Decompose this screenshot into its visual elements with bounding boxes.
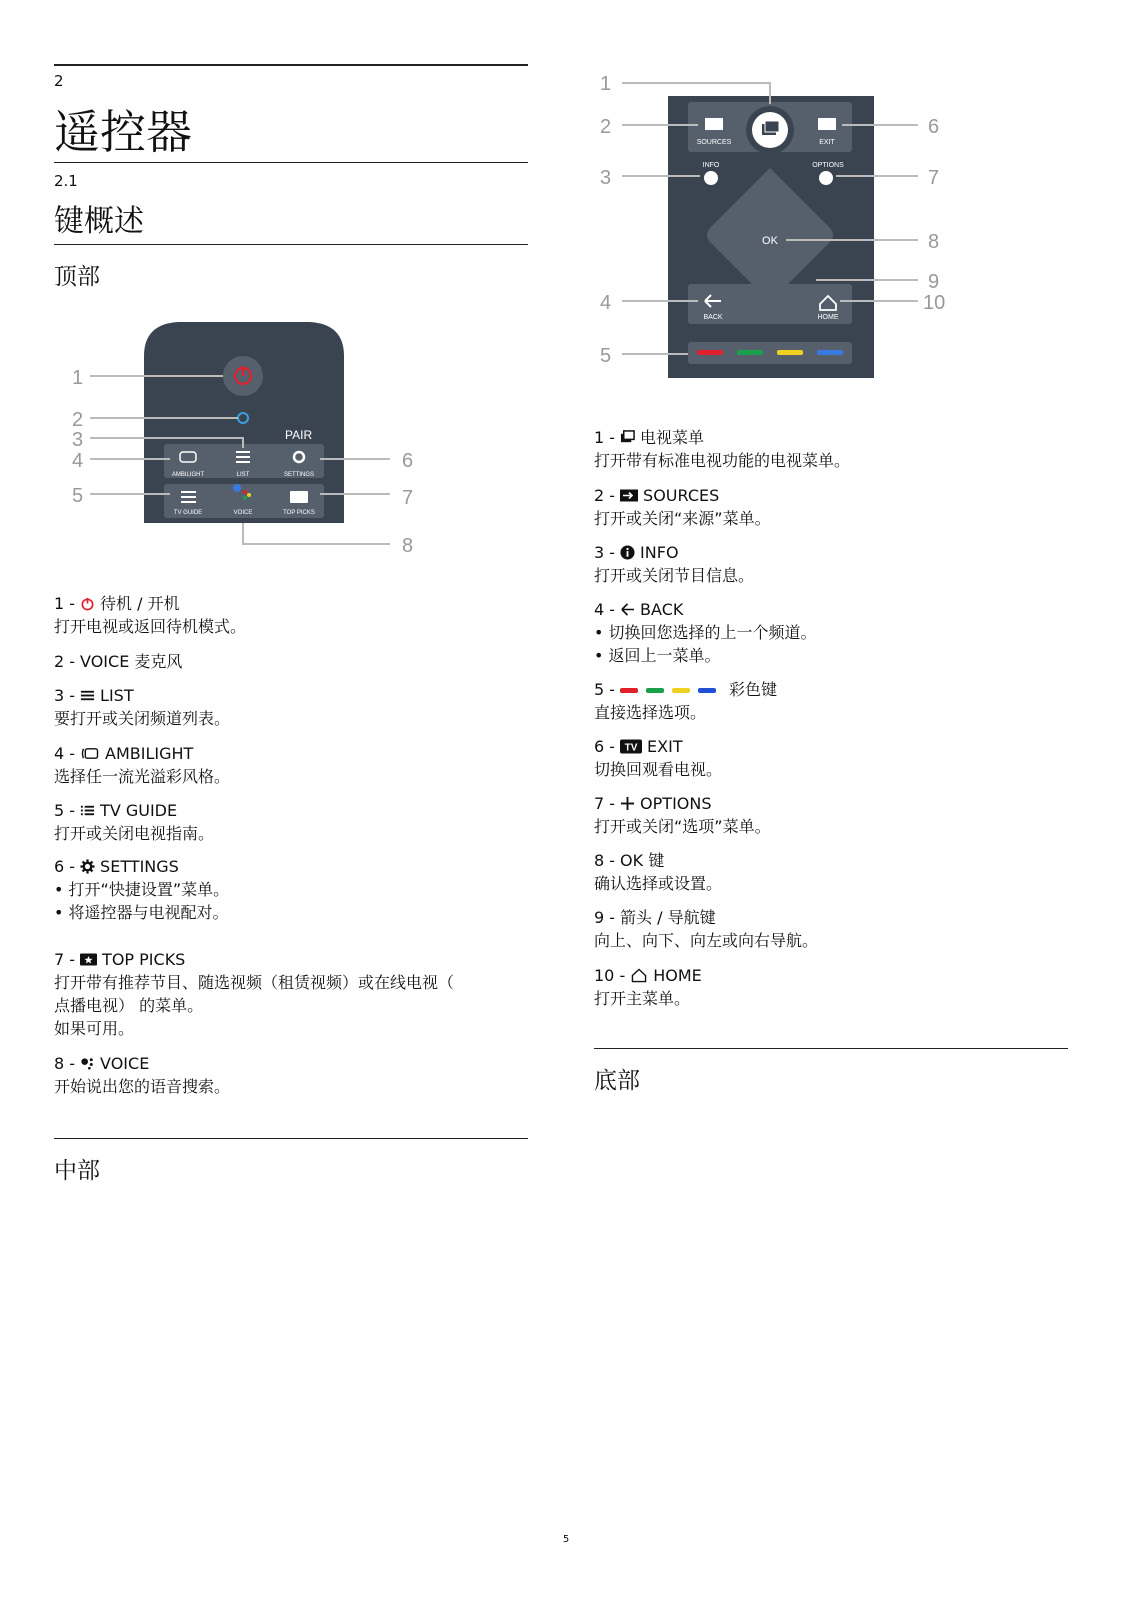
list-icon: [80, 688, 95, 703]
tv-menu-icon: [620, 430, 635, 445]
svg-text:INFO: INFO: [702, 162, 720, 169]
chapter-title: 遥控器: [54, 105, 192, 159]
sources-icon: [620, 488, 638, 503]
exit-tv-icon: [620, 739, 642, 754]
section-title: 键概述: [54, 204, 144, 239]
svg-text:HOME: HOME: [817, 314, 839, 321]
right-item-10: 10 - HOME 打开主菜单。: [594, 966, 702, 1008]
svg-text:7: 7: [928, 167, 940, 189]
tv-guide-icon: [80, 803, 95, 818]
svg-text:4: 4: [600, 292, 612, 314]
pair-label: PAIR: [285, 428, 313, 442]
middle-remote-illustration: [590, 66, 970, 386]
options-button-icon: [819, 171, 833, 185]
right-item-8: 8 - OK 键 确认选择或设置。: [594, 851, 723, 893]
subsection-rule-middle: [54, 1138, 528, 1139]
info-button-icon: [704, 171, 718, 185]
svg-text:3: 3: [72, 429, 84, 451]
color-keys-icons: [620, 678, 724, 701]
svg-text:5: 5: [72, 485, 84, 507]
left-item-3: 3 - LIST 要打开或关闭频道列表。: [54, 686, 231, 728]
right-item-2: 2 - SOURCES 打开或关闭“来源”菜单。: [594, 486, 771, 528]
ambilight-icon: [80, 746, 100, 761]
subhead-top: 顶部: [54, 264, 100, 290]
subsection-rule-bottom: [594, 1048, 1068, 1049]
exit-button-icon: [818, 118, 836, 130]
chapter-number: 2: [54, 72, 64, 90]
info-icon: [620, 545, 635, 560]
svg-text:2: 2: [600, 116, 612, 138]
section-number: 2.1: [54, 172, 78, 190]
page-number: 5: [562, 1534, 570, 1545]
svg-text:6: 6: [928, 116, 940, 138]
svg-text:1: 1: [600, 73, 612, 95]
svg-text:BACK: BACK: [703, 314, 723, 321]
sources-button-icon: [705, 118, 723, 130]
svg-text:TV GUIDE: TV GUIDE: [173, 510, 203, 516]
svg-text:OK: OK: [762, 235, 778, 247]
svg-text:SOURCES: SOURCES: [696, 139, 732, 146]
svg-text:LIST: LIST: [236, 472, 250, 478]
svg-text:8: 8: [928, 231, 940, 253]
svg-text:6: 6: [402, 450, 414, 472]
svg-text:SETTINGS: SETTINGS: [283, 472, 315, 478]
right-item-5: 5 - 彩色键 直接选择选项。: [594, 680, 778, 722]
svg-text:5: 5: [600, 345, 612, 367]
subhead-middle: 中部: [54, 1158, 100, 1184]
right-item-4: 4 - BACK • 切换回您选择的上一个频道。 • 返回上一菜单。: [594, 598, 1074, 667]
back-arrow-icon: [620, 602, 635, 617]
left-item-7: 7 - TOP PICKS 打开带有推荐节目、随选视频（租赁视频）或在线电视（ 点播电视） 的菜单。 如果可用。: [54, 950, 455, 1038]
chapter-rule: [54, 64, 528, 66]
subhead-bottom: 底部: [594, 1068, 640, 1094]
options-plus-icon: [620, 796, 635, 811]
svg-text:10: 10: [923, 292, 946, 314]
voice-assistant-icon: [80, 1056, 95, 1071]
top-remote-illustration: [60, 318, 430, 568]
svg-text:TV: TV: [624, 742, 638, 754]
svg-text:TOP PICKS: TOP PICKS: [283, 510, 315, 516]
svg-text:AMBILIGHT: AMBILIGHT: [171, 472, 205, 478]
svg-text:3: 3: [600, 167, 612, 189]
svg-text:1: 1: [72, 367, 84, 389]
svg-text:7: 7: [402, 487, 414, 509]
top-picks-icon: [80, 952, 97, 967]
svg-text:VOICE: VOICE: [233, 510, 253, 516]
svg-text:EXIT: EXIT: [819, 139, 835, 146]
right-item-1: 1 - 电视菜单 打开带有标准电视功能的电视菜单。: [594, 428, 851, 470]
svg-text:OPTIONS: OPTIONS: [812, 162, 844, 169]
left-item-1: 1 - 待机 / 开机 打开电视或返回待机模式。: [54, 594, 247, 636]
left-item-2: 2 - VOICE 麦克风: [54, 652, 183, 671]
left-item-4: 4 - AMBILIGHT 选择任一流光溢彩风格。: [54, 744, 231, 786]
right-item-7: 7 - OPTIONS 打开或关闭“选项”菜单。: [594, 794, 771, 836]
power-icon: [80, 596, 95, 611]
svg-text:9: 9: [928, 271, 940, 293]
left-item-6: 6 - SETTINGS • 打开“快捷设置”菜单。 • 将遥控器与电视配对。: [54, 855, 534, 924]
right-item-9: 9 - 箭头 / 导航键 向上、向下、向左或向右导航。: [594, 908, 819, 950]
settings-gear-icon: [80, 859, 95, 874]
left-item-5: 5 - TV GUIDE 打开或关闭电视指南。: [54, 801, 215, 843]
right-item-6: 6 - TV EXIT 切换回观看电视。: [594, 737, 723, 779]
svg-text:2: 2: [72, 409, 84, 431]
subsection-rule-top: [54, 244, 528, 245]
left-item-8: 8 - VOICE 开始说出您的语音搜索。: [54, 1054, 231, 1096]
svg-text:4: 4: [72, 450, 84, 472]
section-rule: [54, 162, 528, 163]
home-icon: [630, 968, 648, 983]
right-item-3: 3 - INFO 打开或关闭节目信息。: [594, 543, 755, 585]
svg-text:8: 8: [402, 535, 414, 557]
